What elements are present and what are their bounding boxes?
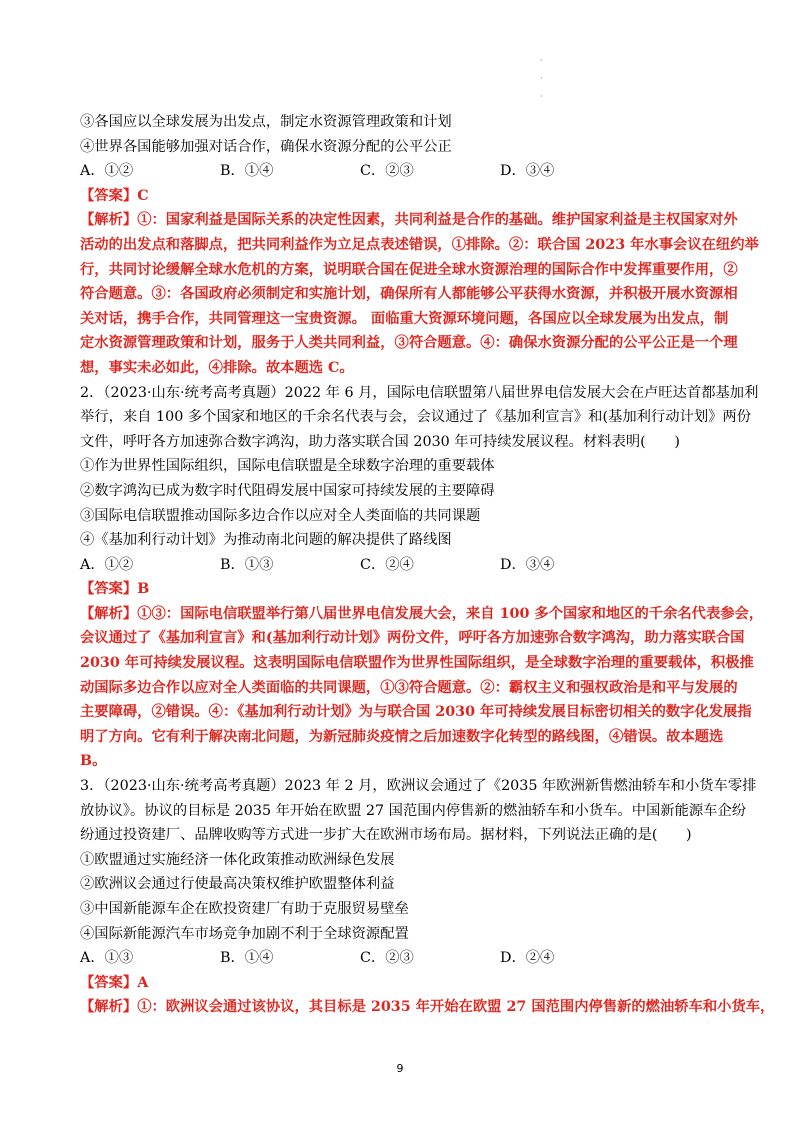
analysis-line: 明了方向。它有利于解决南北问题，为新冠肺炎疫情之后加速数字化转型的路线图，④错误。故本题选 [80,728,724,745]
answer-line [80,971,740,996]
option-item: ③中国新能源车企在欧投资建厂有助于克服贸易壁垒 [80,901,409,917]
analysis-line: 会议通过了《基加利宣言》和(基加利行动计划》两份文件，呼吁各方加速弥合数字鸿沟，助力落实联合国 [80,630,745,647]
analysis-line: 【解析】①：欧洲议会通过该协议，其目标是 2035 年开始在欧盟 27 国范围内停售新的燃油轿车和小货车， [80,999,775,1016]
answer-label: 【答案】 [80,974,138,991]
choice-b: B．①③ [220,556,274,573]
analysis-line: 行，共同讨论缓解全球水危机的方案，说明联合国在促进全球水资源治理的国际合作中发挥重要作用，② [80,261,738,278]
choice-b: B．①④ [220,950,274,967]
analysis-line: 定水资源管理政策和计划，服务于人类共同利益，③符合题意。④：确保水资源分配的公平公正是一个理 [80,335,738,352]
analysis-label: 【解析】 [80,212,138,229]
answer-value: B [137,581,150,598]
question-stem: 举行，来自 100 多个国家和地区的千余名代表与会，会议通过了《基加利宣言》和(基加利行动计划》两份 [80,409,752,426]
option-item: ④《基加利行动计划》为推动南北问题的解决提供了路线图 [80,532,452,549]
answer-label: 【答案】 [80,187,138,204]
option-item: ④世界各国能够加强对话合作，确保水资源分配的公平公正 [80,138,452,155]
answer-label: 【答案】 [80,581,138,598]
analysis-line: 【解析】①：国家利益是国际关系的决定性因素，共同利益是合作的基础。维护国家利益是主权国家对外 [80,212,738,229]
choice-c: C．②③ [360,163,414,180]
corner-marks: · · · [540,56,543,101]
analysis-line: 活动的出发点和落脚点，把共同利益作为立足点表述错误，①排除。②：联合国 2023 年水事会议在纽约举 [80,236,759,253]
choice-d: D．③④ [500,556,555,573]
answer-choices [80,553,740,578]
choice-d: D．③④ [500,163,555,180]
analysis-line: 【解析】①③：国际电信联盟举行第八届世界电信发展大会，来自 100 多个国家和地区的千余名代表参会， [80,605,764,622]
answer-value: C [137,187,149,204]
answer-line [80,577,740,602]
question-stem: 文件，呼吁各方加速弥合数字鸿沟，助力落实联合国 2030 年可持续发展议程。材料表明( ) [80,433,680,450]
analysis-line: 主要障碍，②错误。④：《基加利行动计划》为与联合国 2030 年可持续发展目标密切相关的数字化发展指 [80,704,752,721]
question-stem: 放协议》。协议的目标是 2035 年开始在欧盟 27 国范围内停售新的燃油轿车和小货车。中国新能源车企纷 [80,802,747,819]
choice-a: A．①② [80,163,134,180]
analysis-line: B。 [80,753,107,770]
question-stem: 纷通过投资建厂、品牌收购等方式进一步扩大在欧洲市场布局。据材料，下列说法正确的是( ) [80,827,692,844]
choice-c: C．②④ [360,556,414,573]
option-item: ③国际电信联盟推动国际多边合作以应对全人类面临的共同课题 [80,507,481,524]
choice-c: C．②③ [360,950,414,967]
analysis-line: 动国际多边合作以应对全人类面临的共同课题，①③符合题意。②：霸权主义和强权政治是和平与发展的 [80,679,738,696]
option-item: ④国际新能源汽车市场竞争加剧不利于全球资源配置 [80,925,409,942]
choice-a: A．①③ [80,950,134,967]
question-stem: 2．（2023·山东·统考高考真题）2022 年 6 月，国际电信联盟第八届世界电信发展大会在卢旺达首都基加利 [80,384,759,401]
answer-choices [80,159,740,184]
option-item: ①作为世界性国际组织，国际电信联盟是全球数字治理的重要载体 [80,458,495,475]
question-2 [80,381,764,775]
page-content [80,110,775,1020]
choice-d: D．②④ [500,950,555,967]
analysis-label: 【解析】 [80,999,138,1016]
option-item: ②欧洲议会通过行使最高决策权维护欧盟整体利益 [80,876,395,893]
analysis-line: 符合题意。③：各国政府必须制定和实施计划，确保所有人都能够公平获得水资源，并积极开展水资源相 [80,286,738,303]
answer-choices [80,946,740,971]
choice-a: A．①② [80,556,134,573]
question-3 [80,774,775,1020]
analysis-line: 想，事实未必如此，④排除。故本题选 C。 [80,359,354,376]
option-item: ②数字鸿沟已成为数字时代阻碍发展中国家可持续发展的主要障碍 [80,482,495,499]
analysis-label: 【解析】 [80,605,138,622]
answer-line [80,184,740,209]
question-1 [80,110,759,381]
analysis-line: 2030 年可持续发展议程。这表明国际电信联盟作为世界性国际组织，是全球数字治理的重要载体，积极推 [80,655,754,672]
analysis-line: 关对话，携手合作，共同管理这一宝贵资源。 面临重大资源环境问题，各国应以全球发展为出发点，制 [80,310,729,327]
question-stem: 3．（2023·山东·统考高考真题）2023 年 2 月，欧洲议会通过了《2035 年欧洲新售燃油轿车和小货车零排 [80,778,757,795]
option-item: ①欧盟通过实施经济一体化政策推动欧洲绿色发展 [80,851,395,868]
page-number: 9 [396,1062,404,1075]
answer-value: A [137,974,149,991]
choice-b: B．①④ [220,163,274,180]
option-item: ③各国应以全球发展为出发点，制定水资源管理政策和计划 [80,114,452,130]
